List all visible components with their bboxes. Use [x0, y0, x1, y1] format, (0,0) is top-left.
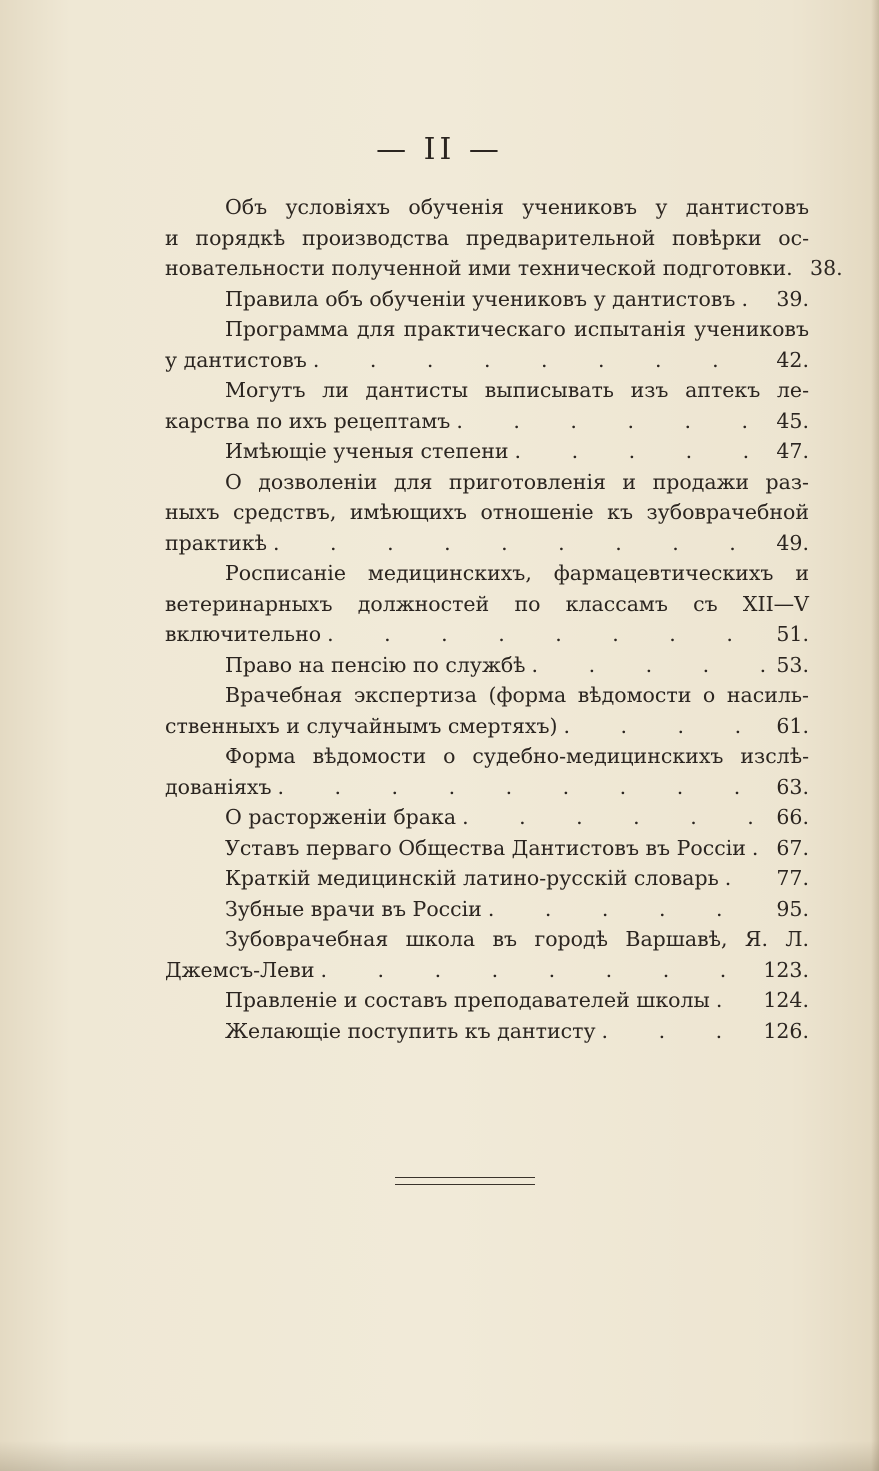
toc-entry-title: Зубные врачи въ Россіи — [225, 896, 482, 921]
toc-page-number: 67. — [776, 835, 809, 860]
toc-entry — [165, 192, 843, 284]
toc-entry-title: О расторженіи брака — [225, 805, 457, 829]
toc-entry-final-line — [165, 833, 809, 864]
page-bottom-shadow — [0, 1441, 879, 1471]
toc-page-number: 51. — [776, 622, 809, 646]
toc-entry — [165, 863, 809, 894]
dot-leader — [462, 802, 765, 833]
dot-leader — [273, 528, 765, 559]
dot-leader — [602, 1016, 758, 1047]
toc-entry — [165, 314, 809, 375]
dot-leader — [488, 894, 765, 925]
toc-entry-final-line — [165, 802, 809, 833]
toc-page-number: 39. — [776, 286, 809, 311]
toc-page-number: 38. — [810, 256, 843, 280]
toc-entry — [165, 436, 809, 467]
toc-entry — [165, 985, 809, 1016]
toc-entry-title: Уставъ перваго Общества Дантистовъ въ Россіи — [225, 835, 746, 860]
toc-page-number: 53. — [776, 652, 809, 677]
toc-entry-line: Объ условіяхъ обученія учениковъ у дантистовъ — [225, 195, 809, 219]
toc-entry-title: новательности полученной ими технической подготовки. — [165, 256, 793, 280]
toc-page-number: 63. — [776, 774, 809, 799]
dot-leader — [563, 711, 765, 742]
toc-entry-title: Желающіе поступить къ дантисту — [225, 1018, 596, 1043]
toc-entry — [165, 650, 809, 681]
toc-entry-line: ветеринарныхъ должностей по классамъ съ XII—V — [165, 591, 809, 616]
dot-leader — [313, 345, 765, 376]
toc-page-number: 66. — [776, 805, 809, 829]
toc-entry — [165, 558, 809, 650]
toc-entry-final-line — [165, 650, 809, 681]
toc-entry-final-line — [165, 345, 809, 376]
toc-entry-line: Могутъ ли дантисты выписывать изъ аптекъ ле- — [225, 378, 809, 402]
toc-entry — [165, 375, 809, 436]
toc-entry — [165, 741, 809, 802]
toc-page-number: 45. — [776, 408, 809, 433]
toc-page-number: 126. — [763, 1018, 809, 1043]
toc-entry-final-line — [165, 894, 809, 925]
toc-entry-line: Росписаніе медицинскихъ, фармацевтическихъ и — [225, 561, 809, 585]
page-number: — II — — [376, 132, 503, 167]
toc-page-number: 124. — [763, 988, 809, 1012]
dot-leader — [716, 985, 758, 1016]
toc-entry-title: Право на пенсію по службѣ — [225, 652, 526, 677]
toc-entry-title: включительно — [165, 622, 322, 646]
toc-entry-line: ныхъ средствъ, имѣющихъ отношеніе къ зубоврачебной — [165, 500, 809, 524]
table-of-contents — [165, 192, 843, 1046]
toc-page-number: 77. — [776, 866, 809, 890]
page-edge-shadow — [871, 0, 879, 1471]
toc-entry-title: дованіяхъ — [165, 774, 272, 799]
dot-leader — [456, 406, 765, 437]
dot-leader — [725, 863, 765, 894]
toc-entry — [165, 924, 809, 985]
toc-page-number: 42. — [776, 347, 809, 372]
toc-page-number: 49. — [776, 530, 809, 555]
toc-entry-final-line — [165, 528, 809, 559]
toc-entry-final-line — [165, 711, 809, 742]
toc-entry-line: О дозволеніи для приготовленія и продажи раз- — [225, 469, 809, 494]
toc-entry-final-line — [165, 436, 809, 467]
toc-entry-title: Джемсъ-Леви — [165, 957, 315, 982]
dot-leader — [515, 436, 765, 467]
toc-entry-final-line — [165, 619, 809, 650]
toc-entry — [165, 1016, 809, 1047]
toc-entry-final-line — [165, 1016, 809, 1047]
toc-entry-title: практикѣ — [165, 530, 267, 555]
toc-entry-final-line — [165, 863, 809, 894]
toc-entry-final-line — [165, 253, 843, 284]
toc-entry-final-line — [165, 955, 809, 986]
dot-leader — [277, 772, 765, 803]
toc-entry-line: Программа для практическаго испытанія учениковъ — [225, 317, 809, 341]
toc-entry — [165, 467, 809, 559]
toc-page-number: 123. — [763, 957, 809, 982]
dot-leader — [741, 284, 765, 315]
toc-page-number: 61. — [776, 713, 809, 738]
toc-entry-final-line — [165, 772, 809, 803]
toc-entry-title: Краткій медицинскій латино-русскій словарь — [225, 866, 719, 890]
toc-entry-title: карства по ихъ рецептамъ — [165, 408, 451, 433]
toc-entry-final-line — [165, 985, 809, 1016]
toc-page-number: 47. — [776, 439, 809, 463]
toc-entry-final-line — [165, 284, 809, 315]
section-divider — [395, 1177, 535, 1185]
toc-entry-final-line — [165, 406, 809, 437]
toc-page-number: 95. — [776, 896, 809, 921]
toc-entry — [165, 894, 809, 925]
toc-entry-line: и порядкѣ производства предварительной повѣрки ос- — [165, 225, 809, 250]
dot-leader — [532, 650, 765, 681]
toc-entry — [165, 833, 809, 864]
toc-entry — [165, 680, 809, 741]
dot-leader — [321, 955, 758, 986]
toc-entry-title: у дантистовъ — [165, 347, 307, 372]
toc-entry-line: Форма вѣдомости о судебно-медицинскихъ изслѣ- — [225, 744, 809, 768]
dot-leader — [327, 619, 765, 650]
toc-entry-title: ственныхъ и случайнымъ смертяхъ) — [165, 713, 558, 738]
toc-entry-line: Зубоврачебная школа въ городѣ Варшавѣ, Я. Л. — [225, 927, 809, 951]
toc-entry — [165, 802, 809, 833]
toc-entry — [165, 284, 809, 315]
toc-entry-title: Правленіе и составъ преподавателей школы — [225, 988, 710, 1012]
toc-entry-title: Имѣющіе ученыя степени — [225, 439, 509, 463]
dot-leader — [752, 833, 765, 864]
toc-entry-line: Врачебная экспертиза (форма вѣдомости о насиль- — [225, 683, 809, 707]
toc-entry-title: Правила объ обученіи учениковъ у дантистовъ — [225, 286, 736, 311]
